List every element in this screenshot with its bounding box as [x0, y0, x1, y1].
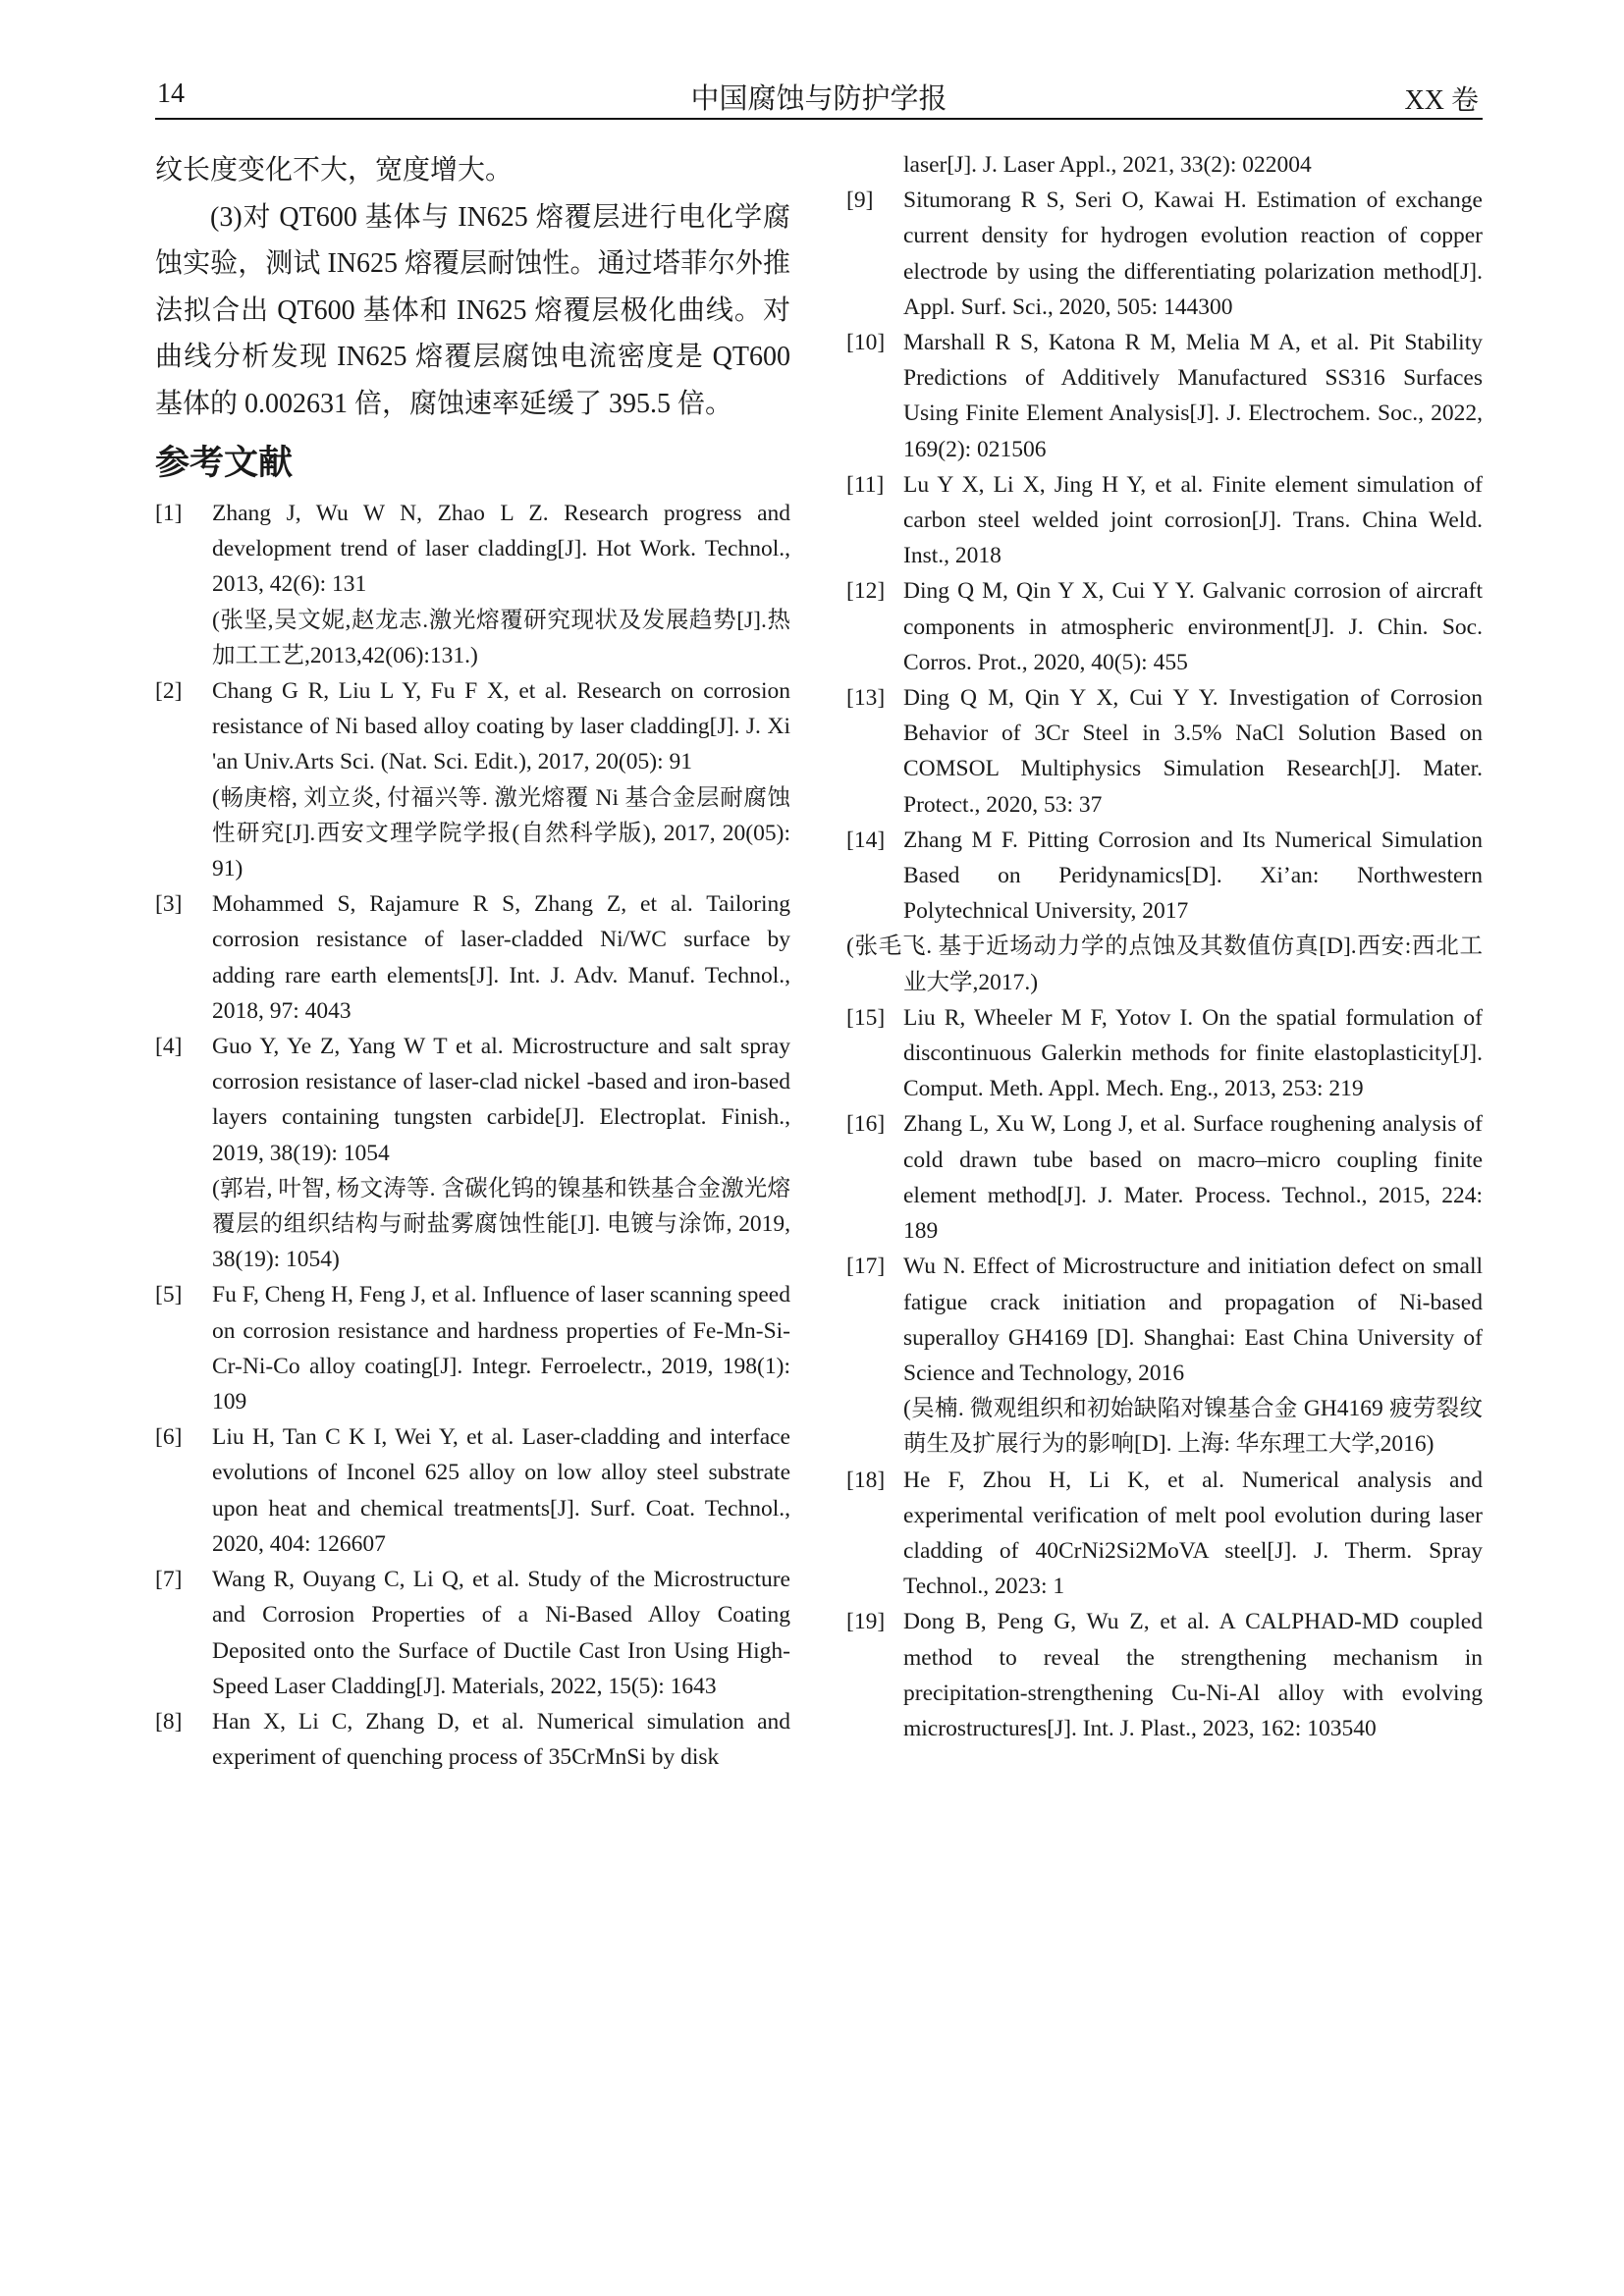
reference-text: Fu F, Cheng H, Feng J, et al. Influence of laser scanning speed on corrosion resistance and hardness properties of Fe-Mn-Si-Cr-Ni-Co alloy coating[J]. Integr. Ferroelectr., 2019, 198(1): 109 — [212, 1282, 790, 1415]
reference-item — [155, 1562, 790, 1704]
reference-list-right-2 — [846, 1000, 1483, 1746]
reference-body — [212, 886, 790, 1029]
reference-item — [846, 823, 1483, 930]
reference-item — [846, 680, 1483, 823]
reference-number: [13] — [846, 685, 886, 712]
reference-body — [212, 1029, 790, 1277]
reference-number: [12] — [846, 578, 886, 605]
reference-body — [903, 467, 1483, 574]
reference-number: [1] — [155, 501, 183, 526]
reference-number: [4] — [155, 1034, 183, 1060]
reference-chinese: (吴楠. 微观组织和初始缺陷对镍基合金 GH4169 疲劳裂纹萌生及扩展行为的影响[D]. 上海: 华东理工大学,2016) — [903, 1396, 1483, 1458]
reference-text: Situmorang R S, Seri O, Kawai H. Estimation of exchange current density for hydrogen evolution reaction of copper electrode by using the differentiating polarization method[J]. Appl. Surf. Sci., 2020, 505: 144300 — [903, 187, 1483, 320]
reference-body — [903, 680, 1483, 823]
reference-item — [846, 1604, 1483, 1746]
reference-text: Han X, Li C, Zhang D, et al. Numerical simulation and experiment of quenching process of 35CrMnSi by disk — [212, 1708, 790, 1771]
reference-text: Wang R, Ouyang C, Li Q, et al. Study of the Microstructure and Corrosion Properties of a Ni-Based Alloy Coating Deposited onto the Surface of Ductile Cast Iron Using High-Speed Laser Cladding[J]. Materials, 2022, 15(5): 1643 — [212, 1567, 790, 1699]
reference-text: Guo Y, Ye Z, Yang W T et al. Microstructure and salt spray corrosion resistance of laser-clad nickel -based and iron-based layers containing tungsten carbide[J]. Electroplat. Finish., 2019, 38(19): 1054 — [212, 1034, 790, 1166]
reference-text: Marshall R S, Katona R M, Melia M A, et al. Pit Stability Predictions of Additively Manufactured SS316 Surfaces Using Finite Element Analysis[J]. J. Electrochem. Soc., 2022, 169(2): 021506 — [903, 330, 1483, 462]
reference-item — [846, 467, 1483, 574]
reference-text: Dong B, Peng G, Wu Z, et al. A CALPHAD-MD coupled method to reveal the strengthening mechanism in precipitation-strengthening Cu-Ni-Al alloy with evolving microstructures[J]. Int. J. Plast., 2023, 162: 103540 — [903, 1609, 1483, 1741]
reference-body — [903, 1000, 1483, 1107]
reference-number: [8] — [155, 1708, 183, 1735]
reference-text: Lu Y X, Li X, Jing H Y, et al. Finite element simulation of carbon steel welded joint corrosion[J]. Trans. China Weld. Inst., 2018 — [903, 471, 1483, 569]
reference-text: Liu R, Wheeler M F, Yotov I. On the spatial formulation of discontinuous Galerkin methods for finite elastoplasticity[J]. Comput. Meth. Appl. Mech. Eng., 2013, 253: 219 — [903, 1004, 1483, 1102]
running-header — [155, 75, 1483, 120]
reference-text: Zhang M F. Pitting Corrosion and Its Numerical Simulation Based on Peridynamics[D]. Xi’an: Northwestern Polytechnical University, 2017 — [903, 827, 1483, 925]
reference-number: [10] — [846, 330, 886, 356]
reference-item — [155, 1029, 790, 1277]
reference-14-chinese: (张毛飞. 基于近场动力学的点蚀及其数值仿真[D].西安:西北工业大学,2017.) — [846, 934, 1483, 995]
reference-text: Zhang L, Xu W, Long J, et al. Surface roughening analysis of cold drawn tube based on macro–micro coupling finite element method[J]. J. Mater. Process. Technol., 2015, 224: 189 — [903, 1111, 1483, 1245]
reference-body — [212, 1704, 790, 1775]
reference-body — [212, 1277, 790, 1419]
reference-number: [17] — [846, 1254, 886, 1280]
reference-item — [155, 886, 790, 1029]
reference-body — [212, 1419, 790, 1562]
reference-number: [16] — [846, 1111, 886, 1138]
references-heading: 参考文献 — [155, 444, 294, 483]
reference-number: [18] — [846, 1467, 886, 1493]
reference-item — [155, 1704, 790, 1775]
reference-chinese: (畅庚榕, 刘立炎, 付福兴等. 激光熔覆 Ni 基合金层耐腐蚀性研究[J].西安文理学院学报(自然科学版), 2017, 20(05): 91) — [212, 784, 790, 882]
reference-number: [2] — [155, 678, 183, 705]
reference-number: [5] — [155, 1282, 183, 1308]
reference-item — [846, 183, 1483, 325]
journal-title: 中国腐蚀与防护学报 — [690, 83, 947, 115]
reference-number: [14] — [846, 827, 886, 853]
reference-body — [903, 1604, 1483, 1746]
reference-list-right — [846, 183, 1483, 929]
reference-body — [903, 325, 1483, 467]
reference-item — [846, 325, 1483, 467]
reference-body — [903, 1249, 1483, 1462]
page-number: 14 — [157, 79, 185, 109]
reference-number: [11] — [846, 471, 885, 498]
reference-body — [212, 496, 790, 673]
reference-number: [19] — [846, 1609, 886, 1635]
reference-number: [9] — [846, 187, 874, 214]
volume-label: XX 卷 — [1404, 85, 1479, 116]
reference-chinese: (张坚,吴文妮,赵龙志.激光熔覆研究现状及发展趋势[J].热加工工艺,2013,42(06):131.) — [212, 607, 790, 668]
reference-item — [846, 573, 1483, 680]
reference-list-left — [155, 496, 790, 1775]
reference-number: [7] — [155, 1567, 183, 1593]
reference-body — [903, 1106, 1483, 1249]
conclusion-paragraph: (3)对 QT600 基体与 IN625 熔覆层进行电化学腐蚀实验，测试 IN625 熔覆层耐蚀性。通过塔菲尔外推法拟合出 QT600 基体和 IN625 熔覆层极化曲线。对曲线分析发现 IN625 熔覆层腐蚀电流密度是 QT600 基体的 0.002631 倍，腐蚀速率延缓了 395.5 倍。 — [155, 201, 790, 419]
body-paragraph: 纹长度变化不大，宽度增大。 — [155, 155, 514, 186]
reference-item — [155, 496, 790, 673]
reference-text: Mohammed S, Rajamure R S, Zhang Z, et al. Tailoring corrosion resistance of laser-cladded Ni/WC surface by adding rare earth elements[J]. Int. J. Adv. Manuf. Technol., 2018, 97: 4043 — [212, 891, 790, 1024]
reference-body — [903, 573, 1483, 680]
reference-text: Wu N. Effect of Microstructure and initiation defect on small fatigue crack initiation and propagation of Ni-based superalloy GH4169 [D]. Shanghai: East China University of Science and Technology, 2016 — [903, 1254, 1483, 1386]
reference-text: Zhang J, Wu W N, Zhao L Z. Research progress and development trend of laser cladding[J]. Hot Work. Technol., 2013, 42(6): 131 — [212, 501, 790, 598]
left-column — [155, 147, 790, 1775]
reference-body — [212, 673, 790, 886]
reference-body — [903, 183, 1483, 325]
reference-item — [155, 1419, 790, 1562]
reference-chinese: (郭岩, 叶智, 杨文涛等. 含碳化钨的镍基和铁基合金激光熔覆层的组织结构与耐盐雾腐蚀性能[J]. 电镀与涂饰, 2019, 38(19): 1054) — [212, 1175, 790, 1273]
reference-item — [846, 1463, 1483, 1605]
reference-item — [846, 1249, 1483, 1462]
reference-item — [846, 1106, 1483, 1249]
reference-item — [155, 673, 790, 886]
reference-item — [155, 1277, 790, 1419]
reference-text: Chang G R, Liu L Y, Fu F X, et al. Research on corrosion resistance of Ni based alloy coating by laser cladding[J]. J. Xi 'an Univ.Arts Sci. (Nat. Sci. Edit.), 2017, 20(05): 91 — [212, 678, 790, 775]
reference-text: He F, Zhou H, Li K, et al. Numerical analysis and experimental verification of melt pool evolution during laser cladding of 40CrNi2Si2MoVA steel[J]. J. Therm. Spray Technol., 2023: 1 — [903, 1467, 1483, 1600]
reference-body — [903, 1463, 1483, 1605]
reference-continuation: laser[J]. J. Laser Appl., 2021, 33(2): 022004 — [903, 152, 1312, 178]
reference-body — [212, 1562, 790, 1704]
reference-number: [15] — [846, 1004, 886, 1031]
reference-text: Liu H, Tan C K I, Wei Y, et al. Laser-cladding and interface evolutions of Inconel 625 alloy on low alloy steel substrate upon heat and chemical treatments[J]. Surf. Coat. Technol., 2020, 404: 126607 — [212, 1424, 790, 1557]
reference-text: Ding Q M, Qin Y X, Cui Y Y. Investigation of Corrosion Behavior of 3Cr Steel in 3.5% NaCl Solution Based on COMSOL Multiphysics Simulation Research[J]. Mater. Protect., 2020, 53: 37 — [903, 685, 1483, 818]
reference-item — [846, 1000, 1483, 1107]
right-column — [846, 147, 1483, 1746]
reference-number: [3] — [155, 891, 183, 918]
reference-number: [6] — [155, 1424, 183, 1451]
reference-body — [903, 823, 1483, 930]
reference-text: Ding Q M, Qin Y X, Cui Y Y. Galvanic corrosion of aircraft components in atmospheric environment[J]. J. Chin. Soc. Corros. Prot., 2020, 40(5): 455 — [903, 578, 1483, 675]
